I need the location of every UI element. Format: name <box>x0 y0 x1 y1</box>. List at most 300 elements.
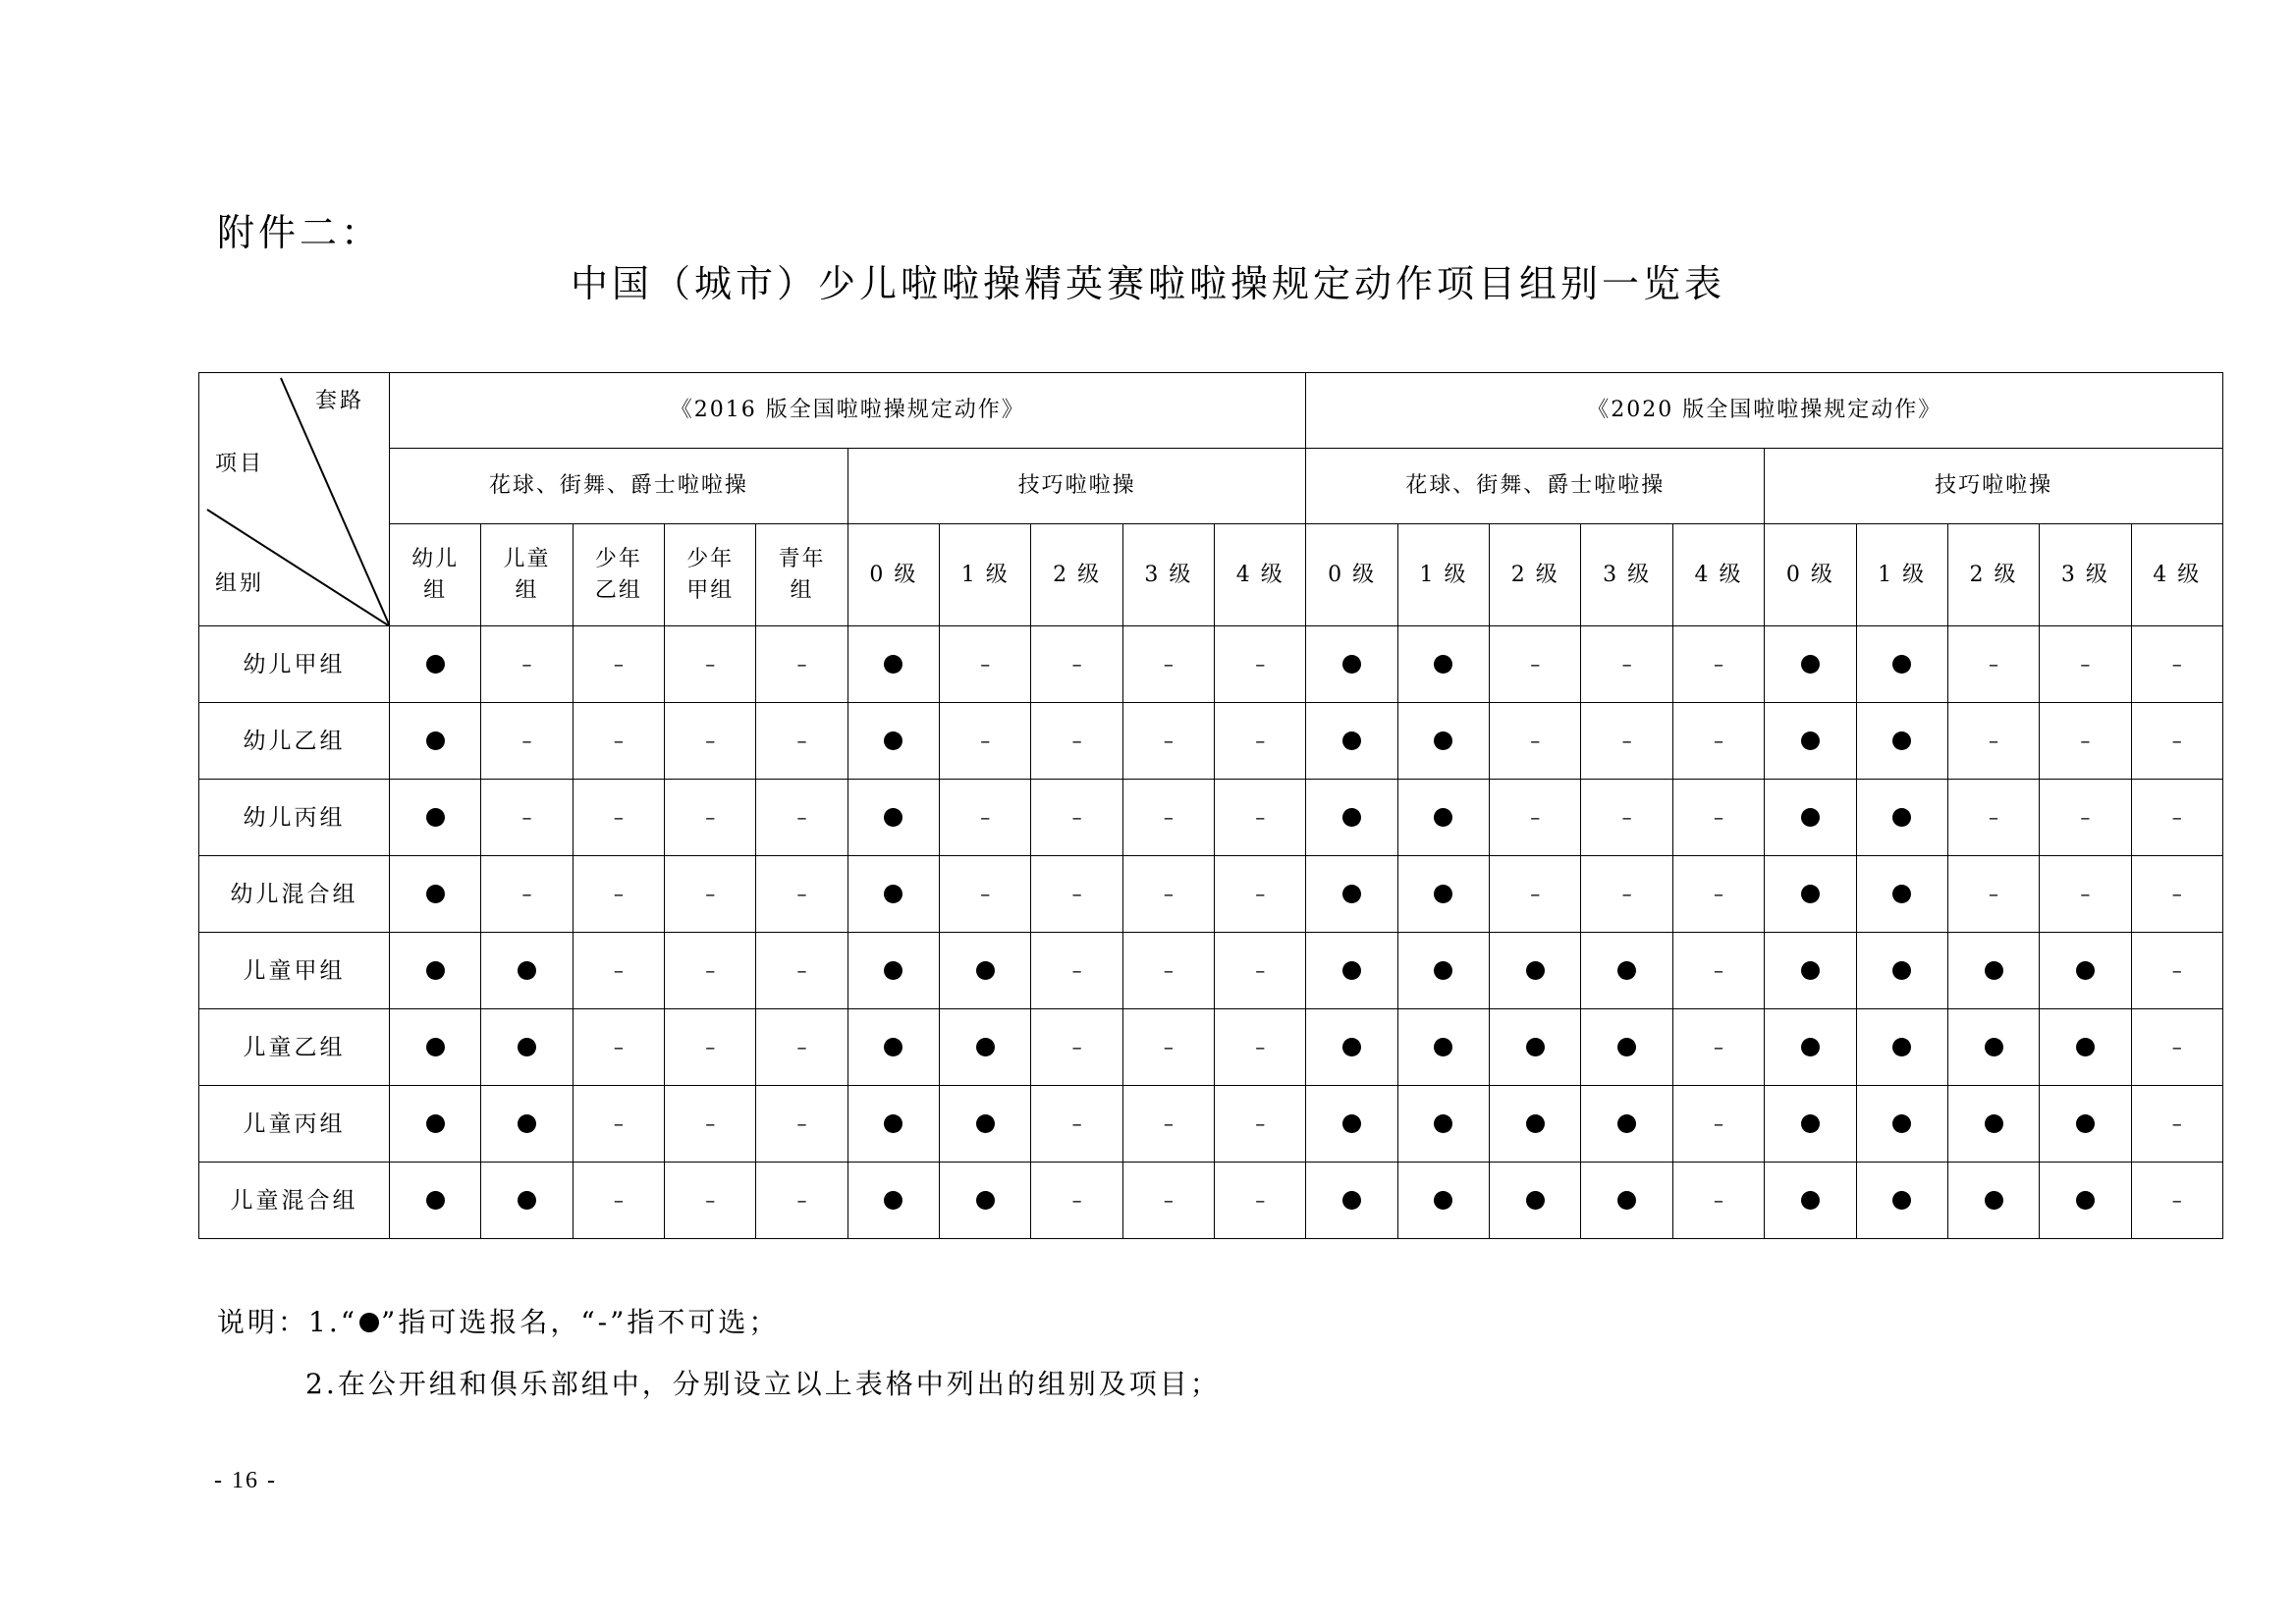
page-number: - 16 - <box>214 1468 277 1493</box>
unavailable-cell <box>1031 703 1122 780</box>
unavailable-dash: – <box>613 1188 624 1212</box>
unavailable-dash: – <box>1621 882 1632 905</box>
corner-cell <box>199 373 390 626</box>
selectable-dot-icon <box>1892 808 1911 827</box>
available-cell <box>1490 1009 1581 1086</box>
unavailable-cell <box>573 1163 664 1239</box>
unavailable-dash: – <box>1071 805 1082 829</box>
unavailable-cell <box>1122 1163 1214 1239</box>
available-cell <box>1765 1163 1856 1239</box>
unavailable-dash: – <box>613 729 624 752</box>
selectable-dot-icon <box>1892 1114 1911 1133</box>
subcolumn-header: 0 级 <box>1765 524 1856 626</box>
unavailable-cell <box>1215 780 1306 856</box>
unavailable-cell <box>481 856 573 933</box>
available-cell <box>1765 1086 1856 1163</box>
unavailable-cell <box>573 1086 664 1163</box>
unavailable-cell <box>665 933 756 1009</box>
unavailable-cell <box>2040 626 2131 703</box>
category-stunt-2020: 技巧啦啦操 <box>1765 449 2223 524</box>
available-cell <box>1856 1086 1947 1163</box>
group-name-cell: 幼儿丙组 <box>199 780 390 856</box>
unavailable-cell <box>1490 856 1581 933</box>
available-cell <box>1397 933 1489 1009</box>
selectable-dot-icon <box>1801 808 1820 827</box>
category-stunt-2016: 技巧啦啦操 <box>847 449 1306 524</box>
unavailable-dash: – <box>796 729 807 752</box>
available-cell <box>1306 626 1397 703</box>
unavailable-cell <box>756 703 847 780</box>
unavailable-cell <box>573 780 664 856</box>
unavailable-cell <box>1672 703 1764 780</box>
selectable-dot-icon <box>1342 1038 1361 1056</box>
unavailable-dash: – <box>1163 958 1174 982</box>
unavailable-cell <box>756 856 847 933</box>
unavailable-dash: – <box>1255 958 1266 982</box>
subcolumn-header: 幼儿组 <box>390 524 481 626</box>
unavailable-dash: – <box>1713 652 1723 676</box>
unavailable-cell <box>756 933 847 1009</box>
unavailable-dash: – <box>1163 729 1174 752</box>
selectable-dot-icon <box>884 885 902 903</box>
unavailable-dash: – <box>2171 1035 2182 1058</box>
subcolumn-header: 2 级 <box>1490 524 1581 626</box>
subcolumn-header: 2 级 <box>1947 524 2039 626</box>
selectable-dot-icon <box>884 731 902 750</box>
selectable-dot-icon <box>518 1114 536 1133</box>
selectable-dot-icon <box>1434 655 1452 674</box>
available-cell <box>1306 1163 1397 1239</box>
unavailable-cell <box>573 703 664 780</box>
available-cell <box>940 1163 1031 1239</box>
selectable-dot-icon <box>1801 961 1820 980</box>
available-cell <box>1856 933 1947 1009</box>
subcolumn-header: 1 级 <box>940 524 1031 626</box>
unavailable-cell <box>1031 626 1122 703</box>
available-cell <box>1765 780 1856 856</box>
unavailable-cell <box>2131 780 2222 856</box>
selectable-dot-icon <box>518 961 536 980</box>
unavailable-dash: – <box>1989 882 1999 905</box>
unavailable-dash: – <box>980 805 991 829</box>
selectable-dot-icon <box>1526 961 1545 980</box>
selectable-dot-icon <box>1892 731 1911 750</box>
unavailable-dash: – <box>796 1188 807 1212</box>
unavailable-dash: – <box>796 882 807 905</box>
unavailable-cell <box>1215 1163 1306 1239</box>
subcolumn-header: 青年组 <box>756 524 847 626</box>
group-name-cell: 儿童混合组 <box>199 1163 390 1239</box>
available-cell <box>847 703 939 780</box>
unavailable-dash: – <box>521 652 532 676</box>
selectable-dot-icon <box>1801 655 1820 674</box>
available-cell <box>1856 626 1947 703</box>
unavailable-cell <box>940 856 1031 933</box>
selectable-dot-icon <box>1526 1191 1545 1210</box>
unavailable-cell <box>1490 626 1581 703</box>
unavailable-dash: – <box>1071 958 1082 982</box>
available-cell <box>1306 856 1397 933</box>
selectable-dot-icon <box>1434 961 1452 980</box>
header-row-versions <box>199 373 2223 449</box>
unavailable-cell <box>1490 703 1581 780</box>
unavailable-cell <box>1031 780 1122 856</box>
unavailable-cell <box>1215 626 1306 703</box>
selectable-dot-icon <box>1617 1114 1636 1133</box>
page-title: 中国（城市）少儿啦啦操精英赛啦啦操规定动作项目组别一览表 <box>570 262 1725 305</box>
available-cell <box>1306 1086 1397 1163</box>
unavailable-cell <box>1122 933 1214 1009</box>
table-row <box>199 933 2223 1009</box>
unavailable-cell <box>1672 1009 1764 1086</box>
subcolumn-header: 1 级 <box>1856 524 1947 626</box>
selectable-dot-icon <box>1342 808 1361 827</box>
unavailable-cell <box>573 626 664 703</box>
selectable-dot-icon <box>1342 961 1361 980</box>
available-cell <box>1947 1086 2039 1163</box>
available-cell <box>390 856 481 933</box>
unavailable-cell <box>1122 1086 1214 1163</box>
unavailable-cell <box>1672 856 1764 933</box>
unavailable-dash: – <box>2080 882 2091 905</box>
selectable-dot-icon <box>1342 655 1361 674</box>
available-cell <box>1490 1086 1581 1163</box>
unavailable-dash: – <box>1621 652 1632 676</box>
unavailable-dash: – <box>1163 1111 1174 1135</box>
selectable-dot-icon <box>2076 961 2095 980</box>
selectable-dot-icon <box>1985 961 2003 980</box>
subcolumn-header: 3 级 <box>1122 524 1214 626</box>
selectable-dot-icon <box>1985 1038 2003 1056</box>
selectable-dot-icon <box>1526 1038 1545 1056</box>
unavailable-dash: – <box>1989 652 1999 676</box>
subcolumn-header: 0 级 <box>847 524 939 626</box>
unavailable-cell <box>1031 1086 1122 1163</box>
unavailable-dash: – <box>796 652 807 676</box>
available-cell <box>1306 703 1397 780</box>
unavailable-dash: – <box>980 729 991 752</box>
available-cell <box>481 933 573 1009</box>
unavailable-dash: – <box>2171 882 2182 905</box>
table-row <box>199 856 2223 933</box>
unavailable-cell <box>1215 703 1306 780</box>
unavailable-cell <box>573 933 664 1009</box>
unavailable-dash: – <box>2080 729 2091 752</box>
unavailable-dash: – <box>1530 882 1541 905</box>
available-cell <box>1397 1163 1489 1239</box>
available-cell <box>1306 1009 1397 1086</box>
selectable-dot-icon <box>426 1191 445 1210</box>
available-cell <box>847 1086 939 1163</box>
unavailable-cell <box>573 1009 664 1086</box>
unavailable-dash: – <box>2171 652 2182 676</box>
available-cell <box>1397 626 1489 703</box>
unavailable-dash: – <box>1713 958 1723 982</box>
unavailable-dash: – <box>2080 805 2091 829</box>
selectable-dot-icon <box>1985 1114 2003 1133</box>
unavailable-cell <box>1031 933 1122 1009</box>
unavailable-dash: – <box>1713 882 1723 905</box>
unavailable-cell <box>1215 1086 1306 1163</box>
table-row <box>199 626 2223 703</box>
unavailable-dash: – <box>705 1188 716 1212</box>
unavailable-dash: – <box>1071 1035 1082 1058</box>
available-cell <box>481 1086 573 1163</box>
unavailable-cell <box>573 856 664 933</box>
subcolumn-header: 3 级 <box>2040 524 2131 626</box>
selectable-dot-icon <box>359 1313 379 1332</box>
unavailable-cell <box>665 856 756 933</box>
selectable-dot-icon <box>976 1191 995 1210</box>
available-cell <box>1490 933 1581 1009</box>
selectable-dot-icon <box>426 961 445 980</box>
selectable-dot-icon <box>1801 1038 1820 1056</box>
selectable-dot-icon <box>976 1114 995 1133</box>
unavailable-dash: – <box>1713 729 1723 752</box>
unavailable-dash: – <box>1255 882 1266 905</box>
available-cell <box>1306 933 1397 1009</box>
unavailable-cell <box>1031 1163 1122 1239</box>
unavailable-dash: – <box>1621 729 1632 752</box>
selectable-dot-icon <box>1801 1191 1820 1210</box>
unavailable-cell <box>665 703 756 780</box>
unavailable-dash: – <box>613 882 624 905</box>
available-cell <box>847 1009 939 1086</box>
unavailable-dash: – <box>1713 805 1723 829</box>
unavailable-dash: – <box>705 882 716 905</box>
unavailable-cell <box>2131 1086 2222 1163</box>
available-cell <box>1856 856 1947 933</box>
note-1 <box>217 1301 779 1340</box>
table-row <box>199 780 2223 856</box>
available-cell <box>847 933 939 1009</box>
unavailable-cell <box>481 703 573 780</box>
selectable-dot-icon <box>1892 885 1911 903</box>
unavailable-dash: – <box>521 805 532 829</box>
unavailable-dash: – <box>2171 958 2182 982</box>
unavailable-cell <box>756 626 847 703</box>
unavailable-cell <box>665 1009 756 1086</box>
unavailable-dash: – <box>1989 729 1999 752</box>
unavailable-dash: – <box>796 1111 807 1135</box>
unavailable-dash: – <box>1071 652 1082 676</box>
unavailable-dash: – <box>1530 729 1541 752</box>
unavailable-cell <box>1490 780 1581 856</box>
available-cell <box>1581 1086 1672 1163</box>
unavailable-dash: – <box>796 958 807 982</box>
available-cell <box>1397 780 1489 856</box>
unavailable-dash: – <box>613 805 624 829</box>
available-cell <box>1947 1009 2039 1086</box>
available-cell <box>481 1163 573 1239</box>
selectable-dot-icon <box>1617 961 1636 980</box>
group-table <box>198 372 2223 1239</box>
unavailable-dash: – <box>705 958 716 982</box>
unavailable-dash: – <box>613 958 624 982</box>
group-name-cell: 幼儿甲组 <box>199 626 390 703</box>
unavailable-cell <box>1122 626 1214 703</box>
selectable-dot-icon <box>426 885 445 903</box>
selectable-dot-icon <box>1892 1038 1911 1056</box>
selectable-dot-icon <box>1434 1038 1452 1056</box>
unavailable-cell <box>2131 703 2222 780</box>
unavailable-cell <box>1215 933 1306 1009</box>
unavailable-cell <box>756 780 847 856</box>
available-cell <box>847 626 939 703</box>
unavailable-dash: – <box>1163 805 1174 829</box>
available-cell <box>1306 780 1397 856</box>
unavailable-cell <box>1122 703 1214 780</box>
unavailable-cell <box>2131 626 2222 703</box>
unavailable-dash: – <box>1621 805 1632 829</box>
unavailable-cell <box>756 1086 847 1163</box>
available-cell <box>1947 933 2039 1009</box>
unavailable-cell <box>2131 856 2222 933</box>
unavailable-cell <box>1672 626 1764 703</box>
unavailable-dash: – <box>1071 882 1082 905</box>
unavailable-cell <box>1672 1163 1764 1239</box>
category-pom-hiphop-jazz-2020: 花球、街舞、爵士啦啦操 <box>1306 449 1765 524</box>
selectable-dot-icon <box>1892 1191 1911 1210</box>
available-cell <box>940 1086 1031 1163</box>
unavailable-dash: – <box>1255 1111 1266 1135</box>
unavailable-cell <box>1581 703 1672 780</box>
selectable-dot-icon <box>518 1038 536 1056</box>
selectable-dot-icon <box>1617 1038 1636 1056</box>
selectable-dot-icon <box>1892 961 1911 980</box>
available-cell <box>940 1009 1031 1086</box>
unavailable-cell <box>1672 933 1764 1009</box>
unavailable-cell <box>1947 703 2039 780</box>
table-row <box>199 1086 2223 1163</box>
unavailable-cell <box>665 1163 756 1239</box>
unavailable-dash: – <box>705 1111 716 1135</box>
corner-label-group: 组别 <box>215 571 265 596</box>
note-2: 2.在公开组和俱乐部组中，分别设立以上表格中列出的组别及项目； <box>305 1368 1221 1400</box>
unavailable-dash: – <box>796 805 807 829</box>
unavailable-dash: – <box>1530 652 1541 676</box>
subcolumn-header: 儿童组 <box>481 524 573 626</box>
selectable-dot-icon <box>1434 1191 1452 1210</box>
available-cell <box>481 1009 573 1086</box>
unavailable-dash: – <box>2171 805 2182 829</box>
unavailable-dash: – <box>2080 652 2091 676</box>
selectable-dot-icon <box>884 1038 902 1056</box>
corner-label-event: 项目 <box>215 452 265 476</box>
table-row <box>199 1163 2223 1239</box>
subcolumn-header: 2 级 <box>1031 524 1122 626</box>
available-cell <box>1765 1009 1856 1086</box>
attachment-label: 附件二： <box>217 211 383 254</box>
selectable-dot-icon <box>1434 731 1452 750</box>
available-cell <box>390 780 481 856</box>
selectable-dot-icon <box>426 655 445 674</box>
available-cell <box>940 933 1031 1009</box>
available-cell <box>1947 1163 2039 1239</box>
subcolumn-header: 1 级 <box>1397 524 1489 626</box>
available-cell <box>390 1009 481 1086</box>
unavailable-dash: – <box>1163 882 1174 905</box>
unavailable-cell <box>665 1086 756 1163</box>
unavailable-dash: – <box>1989 805 1999 829</box>
unavailable-cell <box>1122 1009 1214 1086</box>
unavailable-dash: – <box>1255 652 1266 676</box>
unavailable-dash: – <box>1255 729 1266 752</box>
group-name-cell: 儿童乙组 <box>199 1009 390 1086</box>
unavailable-dash: – <box>1255 1188 1266 1212</box>
selectable-dot-icon <box>1801 885 1820 903</box>
unavailable-cell <box>940 626 1031 703</box>
selectable-dot-icon <box>426 808 445 827</box>
available-cell <box>1765 626 1856 703</box>
unavailable-dash: – <box>1255 805 1266 829</box>
unavailable-dash: – <box>1163 1035 1174 1058</box>
version-2020-header: 《2020 版全国啦啦操规定动作》 <box>1306 373 2223 449</box>
unavailable-cell <box>2040 703 2131 780</box>
unavailable-dash: – <box>521 729 532 752</box>
unavailable-cell <box>665 626 756 703</box>
unavailable-cell <box>1215 856 1306 933</box>
unavailable-dash: – <box>980 882 991 905</box>
corner-label-routine: 套路 <box>315 389 365 413</box>
selectable-dot-icon <box>1434 885 1452 903</box>
available-cell <box>1581 933 1672 1009</box>
unavailable-dash: – <box>1071 729 1082 752</box>
table-row <box>199 703 2223 780</box>
selectable-dot-icon <box>426 1114 445 1133</box>
category-pom-hiphop-jazz-2016: 花球、街舞、爵士啦啦操 <box>390 449 848 524</box>
selectable-dot-icon <box>426 731 445 750</box>
subcolumn-header: 少年甲组 <box>665 524 756 626</box>
selectable-dot-icon <box>1985 1191 2003 1210</box>
unavailable-cell <box>1031 1009 1122 1086</box>
available-cell <box>1490 1163 1581 1239</box>
available-cell <box>1397 856 1489 933</box>
selectable-dot-icon <box>884 1114 902 1133</box>
unavailable-dash: – <box>705 805 716 829</box>
unavailable-dash: – <box>613 1111 624 1135</box>
unavailable-cell <box>2040 780 2131 856</box>
available-cell <box>1856 1009 1947 1086</box>
available-cell <box>847 856 939 933</box>
group-name-cell: 幼儿乙组 <box>199 703 390 780</box>
subcolumn-header: 4 级 <box>2131 524 2222 626</box>
available-cell <box>1765 703 1856 780</box>
selectable-dot-icon <box>976 1038 995 1056</box>
available-cell <box>390 1163 481 1239</box>
selectable-dot-icon <box>884 1191 902 1210</box>
available-cell <box>1765 933 1856 1009</box>
subcolumn-header: 0 级 <box>1306 524 1397 626</box>
selectable-dot-icon <box>1342 885 1361 903</box>
table-row <box>199 1009 2223 1086</box>
subcolumn-header: 少年乙组 <box>573 524 664 626</box>
available-cell <box>1581 1163 1672 1239</box>
unavailable-cell <box>481 780 573 856</box>
group-name-cell: 幼儿混合组 <box>199 856 390 933</box>
available-cell <box>1581 1009 1672 1086</box>
unavailable-cell <box>665 780 756 856</box>
unavailable-dash: – <box>1071 1111 1082 1135</box>
unavailable-cell <box>1122 856 1214 933</box>
selectable-dot-icon <box>884 808 902 827</box>
unavailable-cell <box>1122 780 1214 856</box>
available-cell <box>1856 703 1947 780</box>
unavailable-dash: – <box>705 1035 716 1058</box>
available-cell <box>847 780 939 856</box>
unavailable-dash: – <box>613 652 624 676</box>
unavailable-dash: – <box>613 1035 624 1058</box>
